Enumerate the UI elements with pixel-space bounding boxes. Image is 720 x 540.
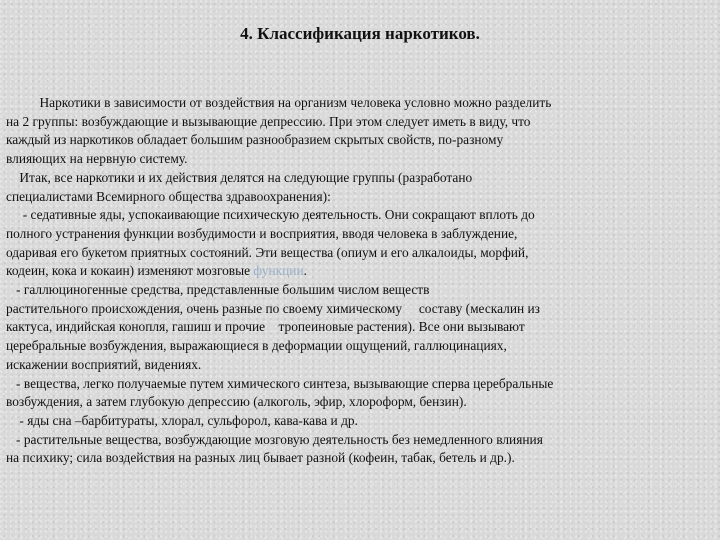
text-line: - яды сна –барбитураты, хлорал, сульфорол, кава-кава и др. [6,412,358,428]
text-line: на психику; сила воздействия на разных лиц бывает разной (кофеин, табак, бетель и др.). [6,450,515,466]
functions-link[interactable]: функции [253,263,304,279]
text-line: - вещества, легко получаемые путем химического синтеза, вызывающие сперва церебральные [6,375,554,391]
slide-title: 4. Классификация наркотиков. [240,24,480,43]
text-line: церебральные возбуждения, выражающиеся в деформации ощущений, галлюцинациях, [6,338,507,354]
text-line: возбуждения, а затем глубокую депрессию (алкоголь, эфир, хлороформ, бензин). [6,394,467,410]
text-line-with-link [6,262,714,281]
text-line: влияющих на нервную систему. [6,151,188,167]
text-line: одаривая его букетом приятных состояний. Эти вещества (опиум и его алкалоиды, морфий, [6,244,529,260]
text-line: - растительные вещества, возбуждающие мозговую деятельность без немедленного влияния [6,431,543,447]
text-line: полного устранения функции возбудимости и восприятия, вводя человека в заблуждение, [6,225,518,241]
text-fragment: . [303,263,307,279]
text-line: - галлюциногенные средства, представленные большим числом веществ [6,282,430,298]
text-fragment: кодеин, кока и кокаин) изменяют мозговые [6,263,254,279]
text-line: Наркотики в зависимости от воздействия на организм человека условно можно разделить [6,95,552,110]
text-line: - седативные яды, успокаивающие психическую деятельность. Они сокращают вплоть до [6,207,535,223]
body-text [6,94,714,468]
text-line: Итак, все наркотики и их действия делятся на следующие группы (разработано [6,169,473,185]
text-line: на 2 группы: возбуждающие и вызывающие депрессию. При этом следует иметь в виду, что [6,113,531,129]
text-line: искажении восприятий, видениях. [6,356,202,372]
text-line: специалистами Всемирного общества здравоохранения): [6,188,331,204]
text-line: каждый из наркотиков обладает большим разнообразием скрытых свойств, по-разному [6,132,504,148]
text-line: кактуса, индийская конопля, гашиш и прочие тропеиновые растения). Все они вызывают [6,319,525,335]
text-line: растительного происхождения, очень разные по своему химическому составу (мескалин из [6,300,540,316]
